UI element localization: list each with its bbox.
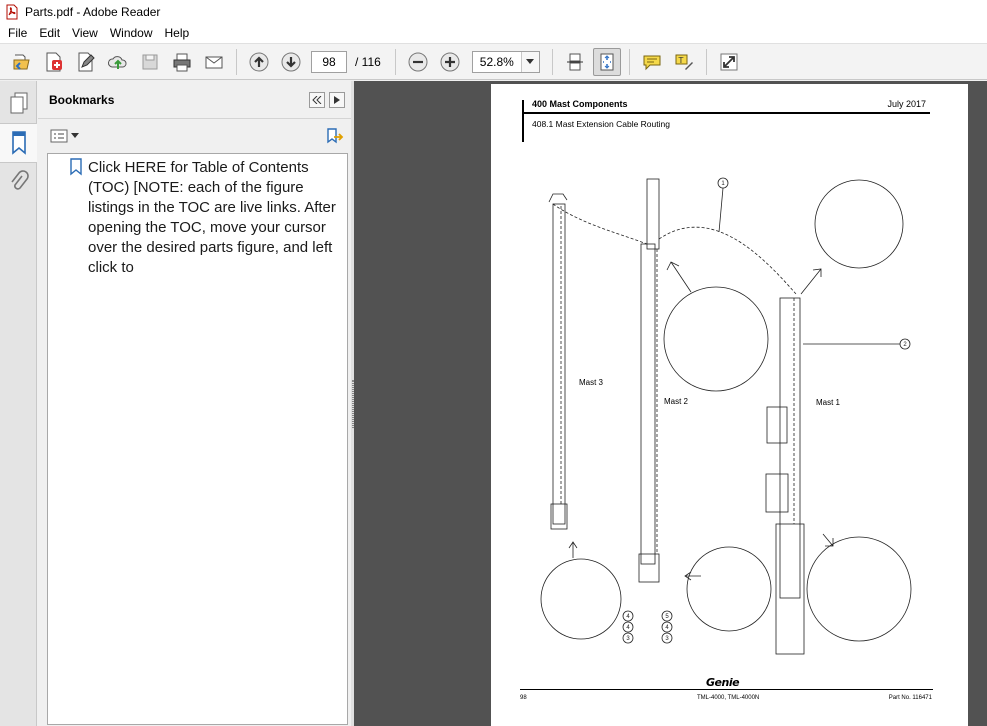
open-button[interactable] [8,48,36,76]
email-button[interactable] [200,48,228,76]
label-mast-3: Mast 3 [579,378,604,387]
callout-2: 2 [903,342,907,348]
navigation-pane-rail [0,81,37,726]
callout-4b: 4 [626,625,630,631]
hide-panel-button[interactable] [309,92,325,108]
genie-logo: Genie [706,676,740,689]
fit-page-icon [596,51,618,73]
expand-arrows-icon [718,51,740,73]
speech-bubble-icon [641,51,663,73]
zoom-select[interactable] [472,51,540,73]
edit-pdf-button[interactable] [72,48,100,76]
toolbar-separator [629,49,630,75]
page-header-title: 400 Mast Components [532,99,628,109]
bookmarks-panel [38,81,351,726]
edit-document-icon [75,51,97,73]
upload-cloud-button[interactable] [104,48,132,76]
zoom-out-button[interactable] [404,48,432,76]
callout-3a: 3 [626,636,630,642]
footer-rule [520,689,933,690]
bookmark-ribbon-icon [8,129,30,157]
toolbar-separator [395,49,396,75]
zoom-value: 52.8% [479,54,514,69]
callout-4c: 4 [665,625,669,631]
page-total: / 116 [355,54,381,69]
bookmarks-tab-button[interactable] [0,123,37,163]
open-folder-icon [11,51,33,73]
next-page-button[interactable] [277,48,305,76]
options-list-icon [50,129,68,143]
footer-page-number: 98 [520,695,527,701]
expand-bookmark-icon[interactable] [325,127,345,145]
footer-part-number: Part No. 116471 [888,695,932,701]
bookmark-options-button[interactable] [50,129,79,143]
window-title: Parts.pdf - Adobe Reader [25,4,161,19]
toolbar-separator [706,49,707,75]
pdf-page [491,84,968,726]
label-mast-1: Mast 1 [816,398,841,407]
toolbar-separator [236,49,237,75]
page-thumbnails-button[interactable] [0,83,37,123]
double-chevron-left-icon [312,96,322,104]
chevron-down-icon [71,133,79,138]
menu-window[interactable]: Window [109,26,153,40]
callout-1: 1 [721,181,725,187]
callout-5: 5 [665,614,669,620]
arrow-up-circle-icon [248,51,270,73]
zoom-in-button[interactable] [436,48,464,76]
menu-view[interactable]: View [72,26,98,40]
scrolling-mode-button[interactable] [561,48,589,76]
envelope-icon [203,51,225,73]
fit-page-button[interactable] [593,48,621,76]
save-button[interactable] [136,48,164,76]
page-number-input[interactable]: 98 [311,51,347,73]
full-screen-button[interactable] [715,48,743,76]
bookmarks-list [47,153,348,725]
printer-icon [171,51,193,73]
bookmark-icon [68,158,84,176]
page-header-date: July 2017 [887,99,926,109]
menu-bar [0,23,987,43]
menu-help[interactable]: Help [164,26,190,40]
menu-file[interactable]: File [8,26,28,40]
arrow-down-circle-icon [280,51,302,73]
expand-panel-button[interactable] [329,92,345,108]
attachments-button[interactable] [0,163,37,203]
triangle-right-icon [334,96,340,104]
cloud-upload-icon [107,51,129,73]
comment-button[interactable] [638,48,666,76]
toolbar [0,43,987,80]
save-disk-icon [139,51,161,73]
label-mast-2: Mast 2 [664,397,689,406]
print-button[interactable] [168,48,196,76]
callout-3b: 3 [665,636,669,642]
bookmark-label: Click HERE for Table of Contents (TOC) [NOTE: each of the figure listings in the TOC are live links. After opening the TOC, move your cursor over the desired parts figure, and left click to [88,159,336,276]
scroll-page-icon [564,51,586,73]
previous-page-button[interactable] [245,48,273,76]
page-thumbnails-icon [8,91,30,115]
footer-model: TML-4000, TML-4000N [697,695,760,701]
highlight-text-button[interactable] [670,48,698,76]
minus-circle-icon [407,51,429,73]
paperclip-icon [8,170,30,196]
mast-cable-routing-diagram [491,84,968,684]
create-pdf-icon [43,51,65,73]
bookmarks-toolbar [38,119,351,152]
bookmarks-header [38,81,351,119]
document-viewport[interactable] [354,81,987,726]
chevron-down-icon [526,59,534,64]
svg-text:T: T [678,55,684,65]
plus-circle-icon [439,51,461,73]
pdf-file-icon [4,4,20,20]
highlighter-pen-icon [673,51,695,73]
title-bar [0,0,987,23]
bookmarks-title: Bookmarks [49,92,115,107]
page-subtitle: 408.1 Mast Extension Cable Routing [532,119,670,129]
toolbar-separator [552,49,553,75]
create-pdf-button[interactable] [40,48,68,76]
zoom-dropdown-button[interactable] [521,52,539,72]
bookmark-item[interactable] [48,154,347,278]
callout-4a: 4 [626,614,630,620]
menu-edit[interactable]: Edit [39,26,61,40]
